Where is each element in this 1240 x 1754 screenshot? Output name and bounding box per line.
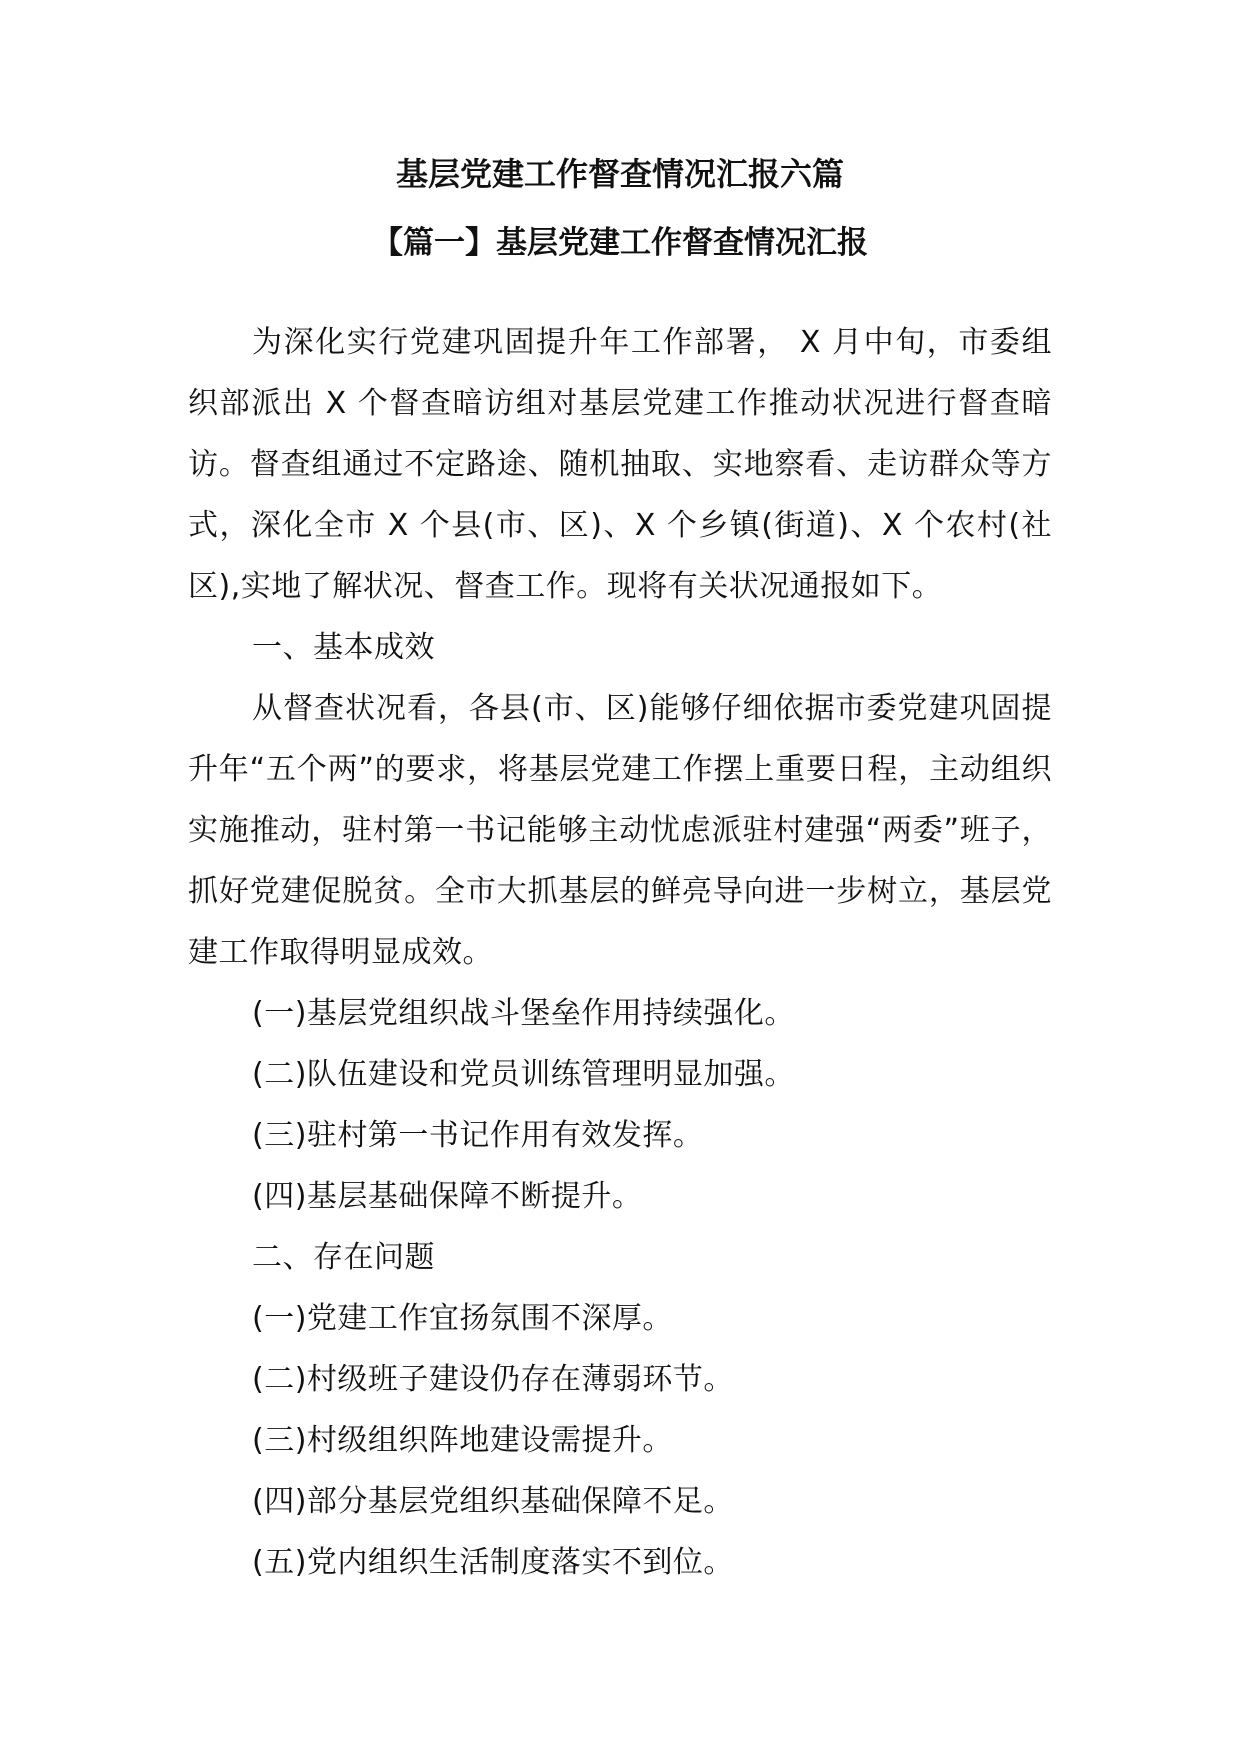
problem-item: (二)村级班子建设仍存在薄弱环节。 [252, 1362, 734, 1397]
document-body [188, 312, 1052, 1593]
achievements-paragraph: 从督查状况看，各县(市、区)能够仔细依据市委党建巩固提升年“五个两”的要求，将基层党建工作摆上重要日程，主动组织实施推动，驻村第一书记能够主动忧虑派驻村建强“两委”班子，抓好党建促脱贫。全市大抓基层的鲜亮导向进一步树立，基层党建工作取得明显成效。 [188, 691, 1052, 970]
problem-item: (四)部分基层党组织基础保障不足。 [252, 1484, 734, 1519]
achievement-item: (二)队伍建设和党员训练管理明显加强。 [252, 1057, 795, 1092]
intro-paragraph: 为深化实行党建巩固提升年工作部署， X 月中旬，市委组织部派出 X 个督查暗访组对基层党建工作推动状况进行督查暗访。督查组通过不定路途、随机抽取、实地察看、走访群众等方式，深化全市 X 个县(市、区)、X 个乡镇(街道)、X 个农村(社区),实地了解状况、督查工作。现将有关状况通报如下。 [188, 325, 1052, 604]
problem-item: (一)党建工作宜扬氛围不深厚。 [252, 1301, 673, 1336]
achievement-item: (一)基层党组织战斗堡垒作用持续强化。 [252, 996, 795, 1031]
achievement-item: (四)基层基础保障不断提升。 [252, 1179, 643, 1214]
section-heading-problems: 二、存在问题 [252, 1240, 435, 1275]
achievement-item: (三)驻村第一书记作用有效发挥。 [252, 1118, 704, 1153]
problem-item: (五)党内组织生活制度落实不到位。 [252, 1545, 734, 1580]
section-heading-achievements: 一、基本成效 [252, 630, 435, 665]
document-subtitle: 【篇一】基层党建工作督查情况汇报 [372, 225, 868, 261]
problem-item: (三)村级组织阵地建设需提升。 [252, 1423, 673, 1458]
document-title: 基层党建工作督查情况汇报六篇 [395, 155, 844, 193]
